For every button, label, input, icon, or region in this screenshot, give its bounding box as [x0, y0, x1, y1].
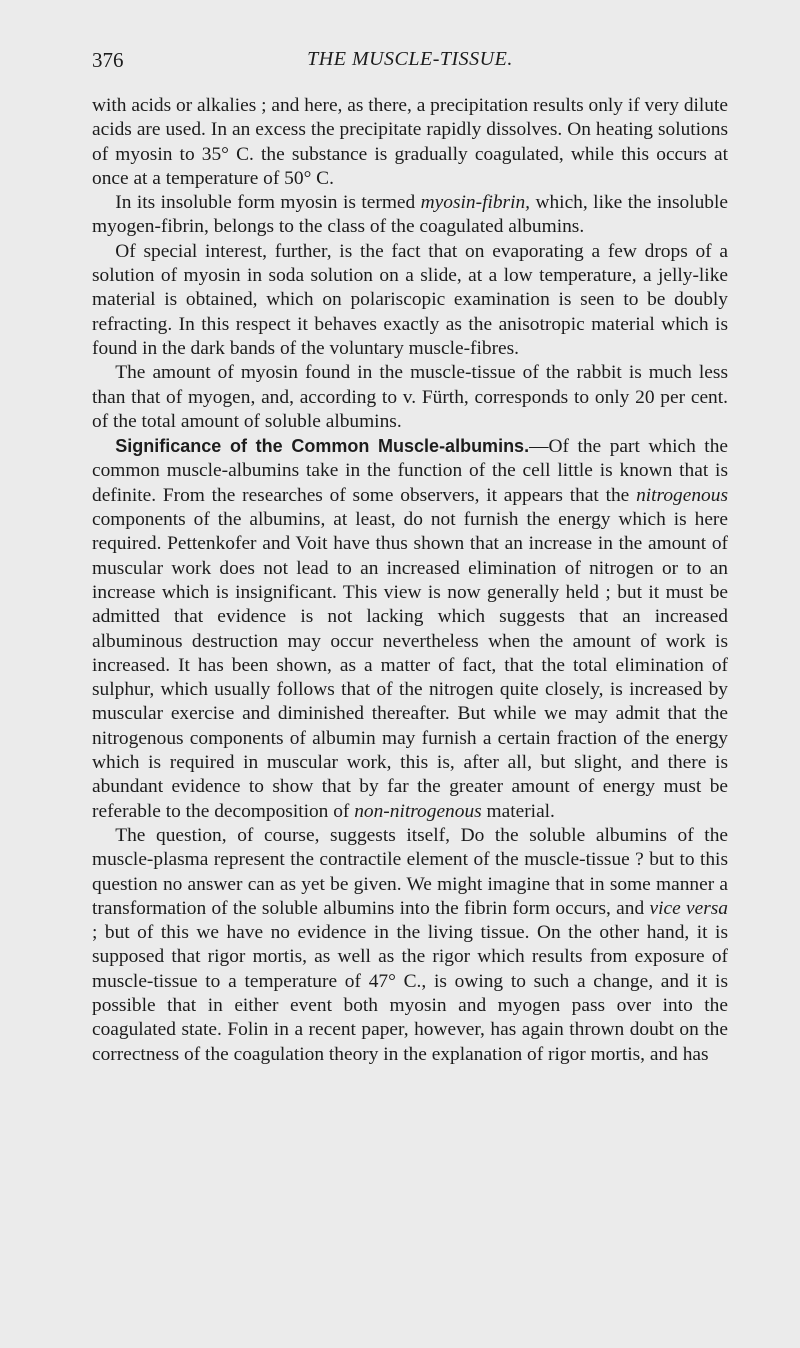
- text-run: ; but of this we have no evidence in the living tissue. On the other hand, it is supposed that rigor mortis, as well as the rigor which results from exposure of muscle-tissue to a temperature of 47° C., is owing to such a change, and it is possible that in either event both myosin and myogen pass over into the coagulated state. Folin in a recent paper, however, has again thrown doubt on the correctness of the coagulation theory in the explanation of rigor mortis, and has: [92, 922, 728, 1065]
- page-number: 376: [92, 48, 124, 72]
- paragraph: [92, 824, 728, 1067]
- text-run: components of the albumins, at least, do not furnish the energy which is here required. Pettenkofer and Voit have thus shown that an increase in the amount of muscular work does not lead to an increased elimination of nitrogen or to an increase which is insignificant. This view is now generally held ; but it must be admitted that evidence is not lacking which suggests that an increased albuminous destruction may occur nevertheless when the amount of work is increased. It has been shown, as a matter of fact, that the total elimination of sulphur, which usually follows that of the nitrogen quite closely, is increased by muscular exercise and diminished thereafter. But while we may admit that the nitrogenous components of albumin may furnish a certain fraction of the energy which is required in muscular work, this is, after all, but slight, and there is abundant evidence to show that by far the greater amount of energy must be referable to the decomposition of: [92, 509, 728, 822]
- text-run: —Of the part which the common muscle-albumins take in the function of the cell little is known that is definite. From the researches of some observers, it appears that the: [92, 436, 728, 506]
- italic-text: myosin-fibrin,: [420, 192, 531, 214]
- text-run: The question, of course, suggests itself, Do the soluble albumins of the muscle-plasma represent the contractile element of the muscle-tissue ? but to this question no answer can as yet be given. We might imagine that in some manner a transformation of the soluble albumins into the fibrin form occurs, and: [92, 824, 728, 919]
- paragraph: [92, 240, 728, 361]
- paragraph: [92, 191, 728, 240]
- text-run: material.: [481, 800, 555, 822]
- text-run: The amount of myosin found in the muscle-tissue of the rabbit is much less than that of myogen, and, according to v. Fürth, corresponds to only 20 per cent. of the total amount of soluble albumins.: [92, 362, 728, 432]
- italic-text: vice versa: [649, 897, 728, 919]
- running-head: [92, 48, 728, 80]
- paragraph: [92, 361, 728, 434]
- paragraph: [92, 94, 728, 191]
- text-run: with acids or alkalies ; and here, as there, a precipitation results only if very dilute acids are used. In an excess the precipitate rapidly dissolves. On heating solutions of myosin to 35° C. the substance is gradually coagulated, while this occurs at once at a temperature of 50° C.: [92, 95, 728, 189]
- text-run: In its insoluble form myosin is termed: [115, 192, 421, 214]
- section-heading: Significance of the Common Muscle-albumins.: [115, 436, 530, 457]
- text-run: which, like the insoluble myogen-fibrin, belongs to the class of the coagulated albumins.: [92, 192, 728, 238]
- paragraph: [92, 434, 728, 824]
- italic-text: non-nitrogenous: [354, 800, 482, 822]
- running-title: THE MUSCLE-TISSUE.: [307, 48, 513, 70]
- italic-text: nitrogenous: [636, 484, 728, 506]
- body-text: [92, 94, 728, 1067]
- text-run: Of special interest, further, is the fact that on evaporating a few drops of a solution of myosin in soda solution on a slide, at a low temperature, a jelly-like material is obtained, which on polariscopic examination is seen to be doubly refracting. In this respect it behaves exactly as the anisotropic material which is found in the dark bands of the voluntary muscle-fibres.: [92, 240, 728, 359]
